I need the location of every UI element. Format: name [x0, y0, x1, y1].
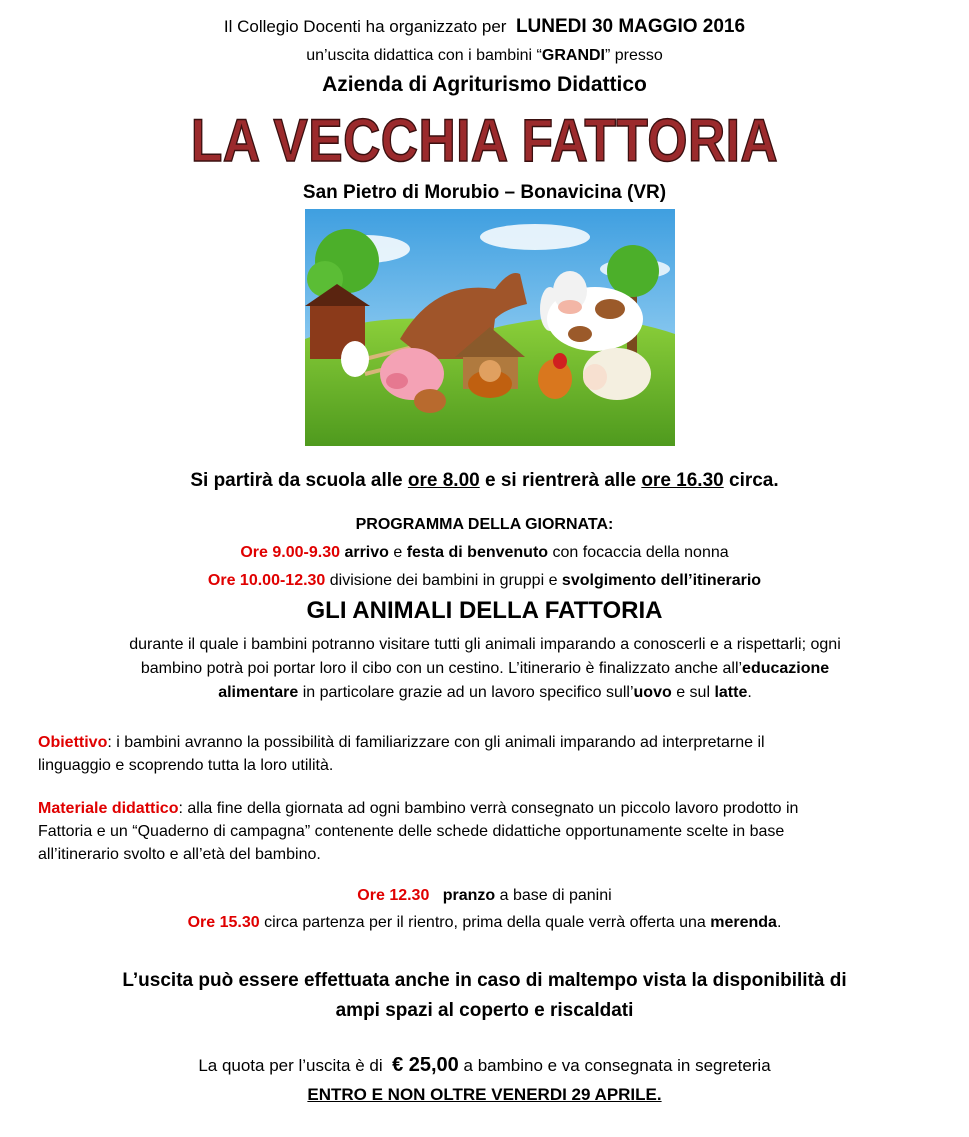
time-label: Ore 9.00-9.30: [240, 544, 340, 561]
deadline: ENTRO E NON OLTRE VENERDI 29 APRILE.: [307, 1085, 662, 1104]
location: San Pietro di Morubio – Bonavicina (VR): [302, 182, 667, 203]
objective-line: [38, 731, 938, 754]
desc-bold: alimentare: [218, 684, 299, 701]
objective-line: linguaggio e scoprendo tutta la loro utilità.: [38, 757, 334, 774]
itinerary-title: GLI ANIMALI DELLA FATTORIA: [306, 597, 663, 624]
desc-text: .: [747, 684, 752, 701]
trip-line: [0, 47, 969, 65]
trip-text: un’uscita didattica con i bambini “: [306, 47, 542, 64]
item-bold: svolgimento dell’itinerario: [561, 572, 762, 589]
desc-text: bambino potrà poi portar loro il cibo con un cestino. L’itinerario è finalizzato anche all’: [140, 660, 743, 677]
weather-line: L’uscita può essere effettuata anche in caso di maltempo vista la disponibilità di: [122, 970, 847, 991]
desc-line: durante il quale i bambini potranno visitare tutti gli animali imparando a conoscerli e a rispettarli; ogni: [129, 636, 841, 653]
fee-text: La quota per l’uscita è di: [198, 1056, 388, 1075]
desc-bold: educazione: [742, 660, 830, 677]
material-label: Materiale didattico: [38, 800, 179, 817]
item-text: con focaccia della nonna: [548, 544, 729, 561]
return-text: e si rientrerà alle: [479, 470, 642, 491]
group-name: GRANDI: [541, 47, 605, 64]
fee-text-end: a bambino e va consegnata in segreteria: [458, 1056, 771, 1075]
weather-notice: [0, 966, 969, 1026]
farm-animals-illustration: [305, 209, 675, 446]
item-bold: festa di benvenuto: [406, 544, 549, 561]
itinerary-description: [30, 633, 940, 705]
material-line: Fattoria e un “Quaderno di campagna” contenente delle schede didattiche opportunamente scelte in base: [38, 823, 785, 840]
time-label: Ore 12.30: [357, 887, 430, 904]
fee-amount: € 25,00: [392, 1054, 459, 1076]
lunch-info: [0, 887, 969, 905]
program-item-itinerary: [0, 572, 969, 590]
return-text: circa partenza per il rientro, prima della quale verrà offerta una: [259, 914, 711, 931]
material-section: [38, 797, 938, 866]
desc-line: [30, 657, 940, 681]
time-label: Ore 10.00-12.30: [207, 572, 326, 589]
departure-info: [0, 470, 969, 492]
material-line: all’itinerario svolto e all’età del bambino.: [38, 846, 321, 863]
material-line: [38, 797, 938, 820]
desc-line: [30, 681, 940, 705]
weather-line: ampi spazi al coperto e riscaldati: [335, 1000, 634, 1021]
item-text: e: [388, 544, 407, 561]
lunch-text: a base di panini: [495, 887, 612, 904]
return-time: ore 16.30: [641, 470, 724, 491]
objective-text: : i bambini avranno la possibilità di familiarizzare con gli animali imparando ad interpretarne il: [107, 734, 765, 751]
program-item-welcome: [0, 544, 969, 562]
desc-text: in particolare grazie ad un lavoro specifico sull’: [298, 684, 634, 701]
desc-bold: uovo: [633, 684, 672, 701]
return-end: .: [776, 914, 782, 931]
departure-end: circa.: [723, 470, 779, 491]
material-text: : alla fine della giornata ad ogni bambino verrà consegnato un piccolo lavoro prodotto in: [178, 800, 799, 817]
item-bold: arrivo: [344, 544, 389, 561]
desc-text: e sul: [671, 684, 715, 701]
departure-time: ore 8.00: [407, 470, 480, 491]
trip-text-end: ” presso: [605, 47, 663, 64]
event-date: LUNEDI 30 MAGGIO 2016: [515, 16, 746, 37]
venue-type: Azienda di Agriturismo Didattico: [322, 73, 647, 96]
page-title: LA VECCHIA FATTORIA: [190, 107, 779, 174]
lunch-bold: pranzo: [442, 887, 496, 904]
return-info: [0, 914, 969, 932]
desc-bold: latte: [714, 684, 748, 701]
return-bold: merenda: [710, 914, 777, 931]
item-text: divisione dei bambini in gruppi e: [325, 572, 562, 589]
time-label: Ore 15.30: [187, 914, 260, 931]
objective-label: Obiettivo: [38, 734, 108, 751]
intro-line: [0, 16, 969, 38]
program-heading: PROGRAMMA DELLA GIORNATA:: [355, 516, 614, 533]
departure-text: Si partirà da scuola alle: [190, 470, 408, 491]
intro-text: Il Collegio Docenti ha organizzato per: [223, 17, 507, 36]
fee-info: [0, 1054, 969, 1077]
objective-section: [38, 731, 938, 777]
